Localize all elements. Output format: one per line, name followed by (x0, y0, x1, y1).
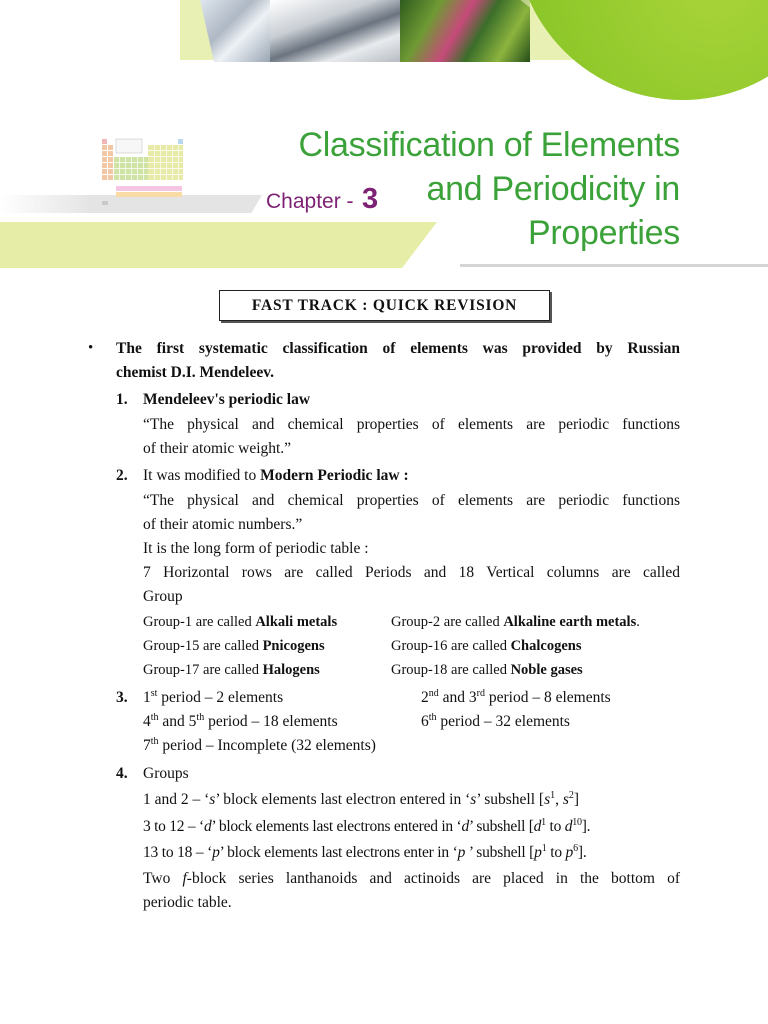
period-text: period – 18 elements (204, 713, 338, 730)
period-info (143, 737, 376, 755)
config-separator: to (546, 844, 566, 861)
config-letter: d (564, 818, 573, 835)
group-name: Alkali metals (255, 614, 338, 630)
chapter-number: 3 (362, 183, 379, 215)
quote-line: “The physical and chemical properties of elements are periodic functions (143, 492, 680, 509)
config-letter: p (565, 844, 574, 861)
f-block-text: -block series lanthanoids and actinoids are placed in the bottom of (186, 870, 680, 887)
block-line-s (143, 791, 579, 809)
title-line: Properties (528, 214, 680, 252)
item-intro-bold: Modern Periodic law : (260, 467, 409, 484)
title-line: and Periodicity in (426, 170, 680, 208)
item-heading: Mendeleev's periodic law (143, 391, 311, 408)
block-text: ’ block elements last electron entered in ‘ (215, 791, 471, 808)
block-text: ’ block elements last electrons entered in ‘ (211, 818, 462, 835)
period-number: 7 (143, 737, 151, 754)
group-prefix: Group-2 are called (391, 614, 504, 630)
config-end: ]. (581, 818, 591, 835)
group-name-line (143, 638, 325, 655)
group-range: 13 to 18 – ‘ (143, 844, 213, 861)
config-exponent: 1 (541, 816, 546, 828)
block-letter: p (212, 844, 220, 861)
page-title (299, 123, 680, 255)
group-name: Pnicogens (262, 638, 325, 654)
quote-line: of their atomic weight.” (143, 440, 292, 457)
block-letter: d (203, 818, 212, 835)
period-number: 2 (421, 689, 429, 706)
ordinal-suffix: th (196, 711, 205, 723)
config-exponent: 1 (550, 789, 556, 801)
period-number: and 3 (438, 689, 477, 706)
group-name: Alkaline earth metals (503, 614, 637, 630)
block-text: ’ subshell [ (476, 791, 545, 808)
item-heading: Groups (143, 765, 189, 782)
period-info (143, 713, 338, 731)
item-intro-text: It was modified to (143, 467, 261, 484)
period-text: period – 2 elements (157, 689, 284, 706)
config-exponent: 1 (541, 842, 547, 854)
item-number: 2. (116, 467, 128, 484)
group-name: Chalcogens (510, 638, 582, 654)
config-end: ] (573, 791, 580, 808)
f-block-text: Two (143, 870, 183, 887)
period-info (143, 689, 283, 707)
intro-line: chemist D.I. Mendeleev. (116, 364, 274, 381)
config-letter: d (533, 818, 542, 835)
block-line-p (143, 844, 587, 862)
config-exponent: 10 (572, 816, 582, 828)
config-exponent: 2 (568, 789, 574, 801)
group-prefix: Group-16 are called (391, 638, 511, 654)
period-number: and 5 (158, 713, 197, 730)
f-block-line (143, 870, 680, 888)
period-text: period – 32 elements (436, 713, 570, 730)
bullet-icon: • (88, 340, 94, 356)
f-block-line: periodic table. (143, 894, 232, 911)
block-letter: p (457, 844, 466, 861)
group-range: 3 to 12 – ‘ (143, 818, 204, 835)
block-letter: f (182, 870, 187, 887)
periodic-table-icon (102, 135, 184, 210)
group-prefix: Group-15 are called (143, 638, 263, 654)
ordinal-suffix: th (150, 711, 159, 723)
period-info (421, 713, 570, 731)
group-name-line (391, 638, 581, 655)
config-end: ]. (577, 844, 587, 861)
group-range: 1 and 2 – ‘ (143, 791, 210, 808)
ordinal-suffix: th (150, 735, 159, 747)
title-rule (460, 264, 768, 267)
group-name-line (391, 662, 583, 679)
period-text: period – 8 elements (484, 689, 611, 706)
period-number: 6 (421, 713, 429, 730)
item-number: 4. (116, 765, 128, 782)
config-letter: p (534, 844, 542, 861)
intro-line: The first systematic classification of elements was provided by Russian (116, 340, 680, 357)
period-number: 1 (143, 689, 151, 706)
config-separator: to (545, 818, 565, 835)
group-prefix: Group-17 are called (143, 662, 263, 678)
group-prefix: Group-18 are called (391, 662, 511, 678)
config-separator: , (555, 791, 563, 808)
item-intro (143, 467, 409, 485)
chapter-label: Chapter - (266, 190, 354, 213)
microscope-photo (270, 0, 400, 62)
group-prefix: Group-1 are called (143, 614, 256, 630)
text-line: 7 Horizontal rows are called Periods and 18 Vertical columns are called (143, 564, 680, 581)
fast-track-box: FAST TRACK : QUICK REVISION (219, 290, 550, 321)
block-text: ’ block elements last electrons enter in ‘ (219, 844, 458, 861)
item-number: 3. (116, 689, 128, 706)
period-info (421, 689, 611, 707)
text-line: Group (143, 588, 183, 605)
ordinal-suffix: nd (428, 687, 439, 699)
ordinal-suffix: st (150, 687, 158, 699)
config-letter: s (562, 791, 569, 808)
config-exponent: 6 (573, 842, 578, 854)
period-text: period – Incomplete (32 elements) (158, 737, 376, 754)
group-name-line (391, 614, 640, 631)
block-line-d (143, 818, 590, 836)
config-letter: s (544, 791, 551, 808)
nature-photo (400, 0, 530, 62)
group-suffix: . (636, 614, 640, 630)
title-line: Classification of Elements (298, 126, 680, 164)
text-line: It is the long form of periodic table : (143, 540, 369, 557)
ordinal-suffix: th (428, 711, 437, 723)
group-name-line (143, 662, 320, 679)
item-number: 1. (116, 391, 128, 408)
quote-line: “The physical and chemical properties of elements are periodic functions (143, 416, 680, 433)
ordinal-suffix: rd (476, 687, 485, 699)
group-name-line (143, 614, 337, 631)
block-text: ’ subshell [ (465, 844, 535, 861)
block-letter: s (470, 791, 477, 808)
period-number: 4 (143, 713, 151, 730)
header-photo-strip (200, 0, 530, 62)
group-name: Noble gases (510, 662, 583, 678)
quote-line: of their atomic numbers.” (143, 516, 303, 533)
block-text: ’ subshell [ (468, 818, 534, 835)
block-letter: d (461, 818, 469, 835)
block-letter: s (209, 791, 216, 808)
group-name: Halogens (262, 662, 320, 678)
